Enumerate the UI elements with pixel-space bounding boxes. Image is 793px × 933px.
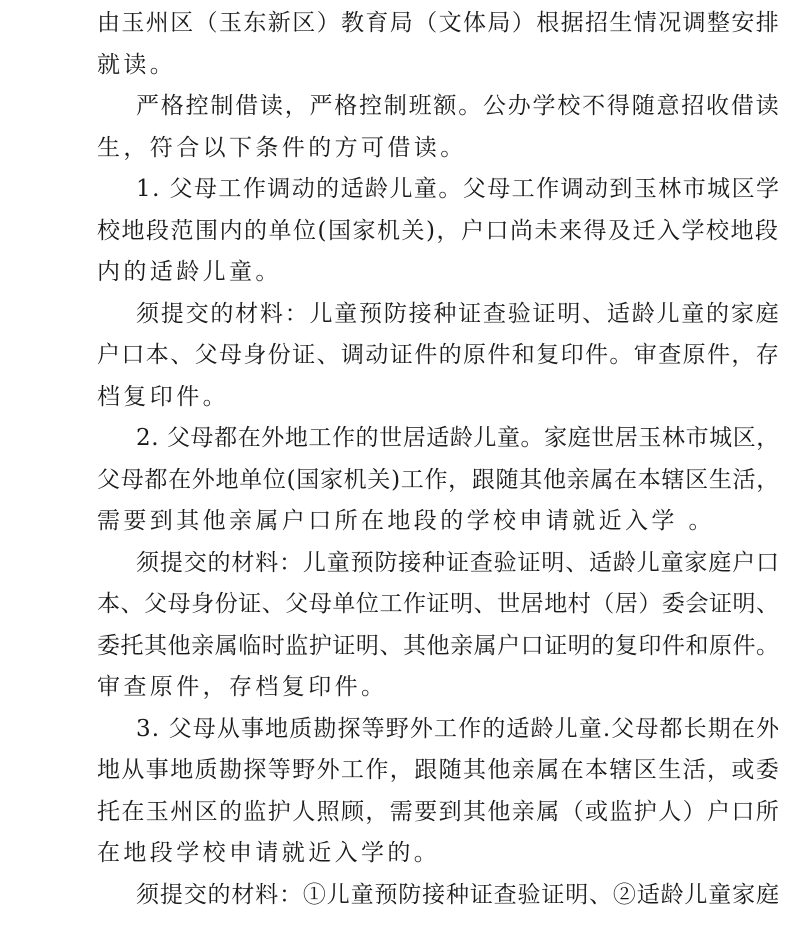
text-line: 须提交的材料：儿童预防接种证查验证明、适龄儿童的家庭 [136, 300, 781, 327]
text-line: 地从事地质勘探等野外工作，跟随其他亲属在本辖区生活，或委 [97, 757, 781, 783]
text-line: 就读。 [97, 51, 177, 78]
text-line: 户口本、父母身份证、调动证件的原件和复印件。审查原件，存 [97, 342, 781, 368]
text-line: 1. 父母工作调动的适龄儿童。父母工作调动到玉林市城区学 [136, 176, 781, 202]
text-line: 须提交的材料：儿童预防接种证查验证明、适龄儿童家庭户口 [136, 549, 780, 576]
text-line: 须提交的材料：①儿童预防接种证查验证明、②适龄儿童家庭 [136, 881, 780, 908]
text-line: 需要到其他亲属户口所在地段的学校申请就近入学 。 [97, 508, 715, 534]
text-line: 由玉州区（玉东新区）教育局（文体局）根据招生情况调整安排 [97, 10, 781, 36]
text-line: 本、父母身份证、父母单位工作证明、世居地村（居）委会证明、 [97, 591, 780, 617]
text-line: 校地段范围内的单位(国家机关)，户口尚未来得及迁入学校地段 [97, 217, 780, 244]
text-line: 档复印件。 [97, 383, 229, 410]
text-line: 内的适龄儿童。 [97, 259, 282, 285]
text-line: 生，符合以下条件的方可借读。 [97, 134, 467, 161]
text-line: 在地段学校申请就近入学的。 [97, 840, 441, 866]
text-line: 审查原件，存档复印件。 [97, 674, 388, 700]
text-line: 父母都在外地单位(国家机关)工作，跟随其他亲属在本辖区生活， [97, 466, 780, 493]
text-line: 严格控制借读，严格控制班额。公办学校不得随意招收借读 [136, 93, 781, 119]
text-line: 托在玉州区的监护人照顾，需要到其他亲属（或监护人）户口所 [97, 798, 781, 825]
text-line: 委托其他亲属临时监护证明、其他亲属户口证明的复印件和原件。 [97, 632, 780, 659]
text-line: 2. 父母都在外地工作的世居适龄儿童。家庭世居玉林市城区， [136, 425, 780, 451]
text-line: 3. 父母从事地质勘探等野外工作的适龄儿童.父母都长期在外 [136, 715, 781, 742]
